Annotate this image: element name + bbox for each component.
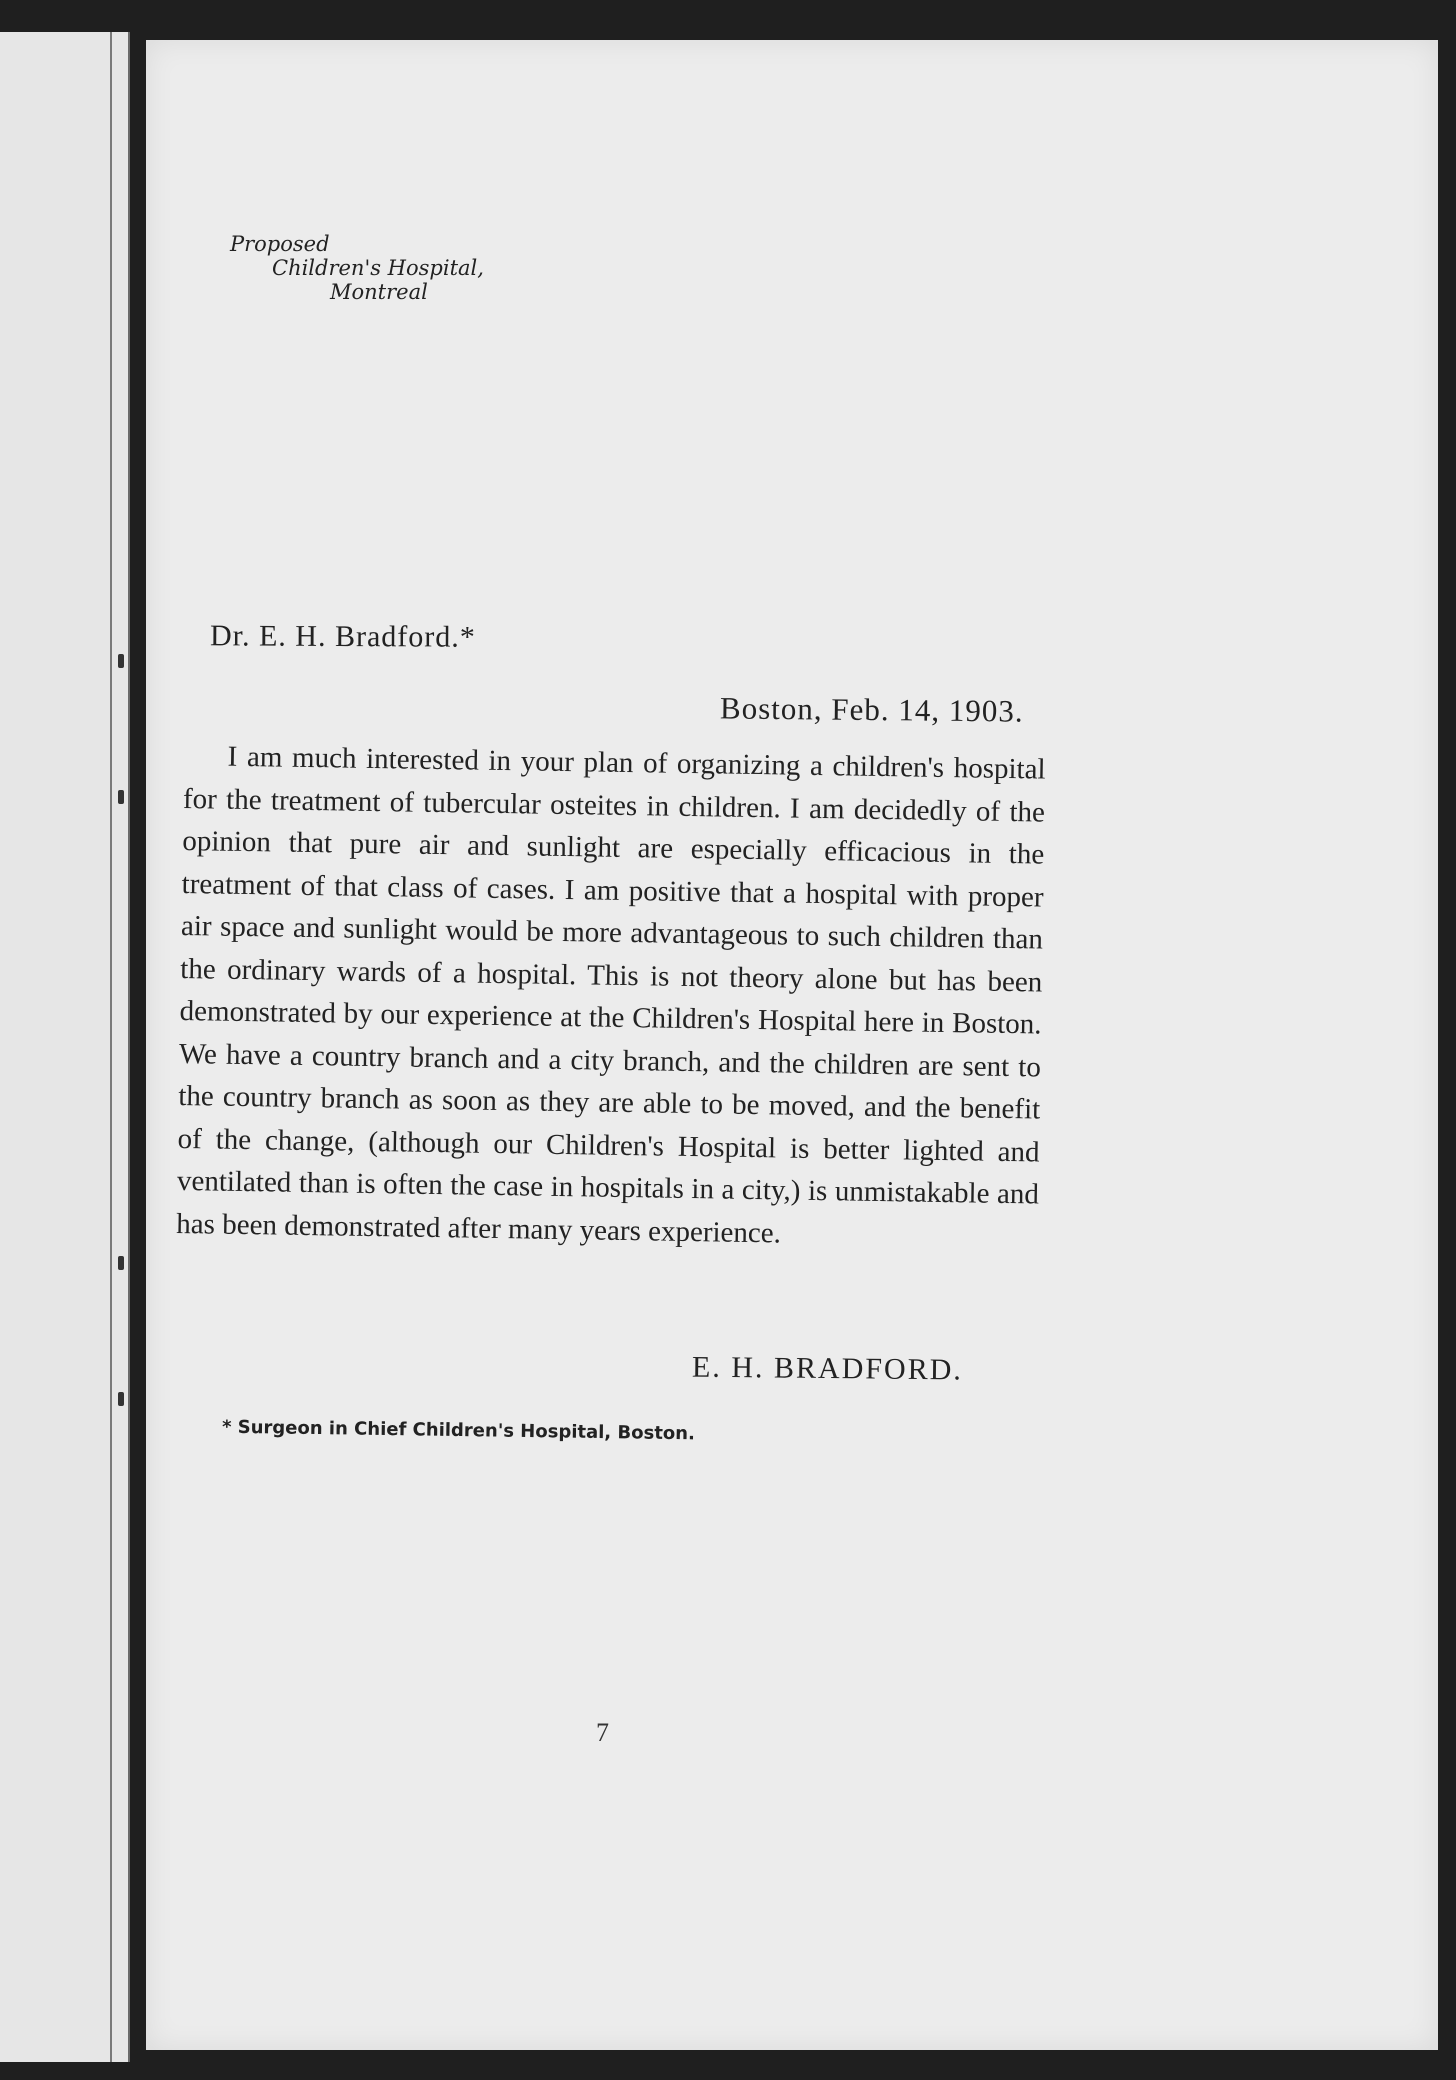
facing-page-edge (0, 32, 130, 2062)
binding-mark (118, 1392, 124, 1406)
letter-salutation: Dr. E. H. Bradford.* (209, 619, 476, 654)
binding-mark (118, 790, 124, 804)
letter-dateline: Boston, Feb. 14, 1903. (719, 690, 1024, 729)
binding-mark (118, 1256, 124, 1270)
letter-body: I am much interested in your plan of organizing a children's hospital for the treatment of tubercular osteites in children. I am decidedly of the opinion that pure air and sunlight are especially efficacious in the treatment of that class of cases. I am positive that a hospital with proper air space and sunlight would be more advantageous to such children than the ordinary wards of a hospital. This is not theory alone but has been demonstrated by our experience at the Children's Hospital here in Boston. We have a country branch and a city branch, and the children are sent to the country branch as soon as they are able to be moved, and the benefit of the change, (although our Children's Hospital is better lighted and ventilated than is often the case in hospitals in a city,) is unmistakable and has been demonstrated after many years experience. (176, 740, 1046, 1249)
binding-mark (118, 654, 124, 668)
footnote: * Surgeon in Chief Children's Hospital, Boston. (221, 1416, 696, 1445)
header-note-line-2: Children's Hospital, (272, 256, 484, 280)
page-number: 7 (596, 1718, 609, 1747)
header-note (230, 232, 484, 304)
gutter-line (110, 32, 112, 2062)
header-note-line-1: Proposed (230, 232, 330, 256)
header-note-line-3: Montreal (330, 280, 428, 304)
letter-signature: E. H. BRADFORD. (691, 1350, 964, 1387)
